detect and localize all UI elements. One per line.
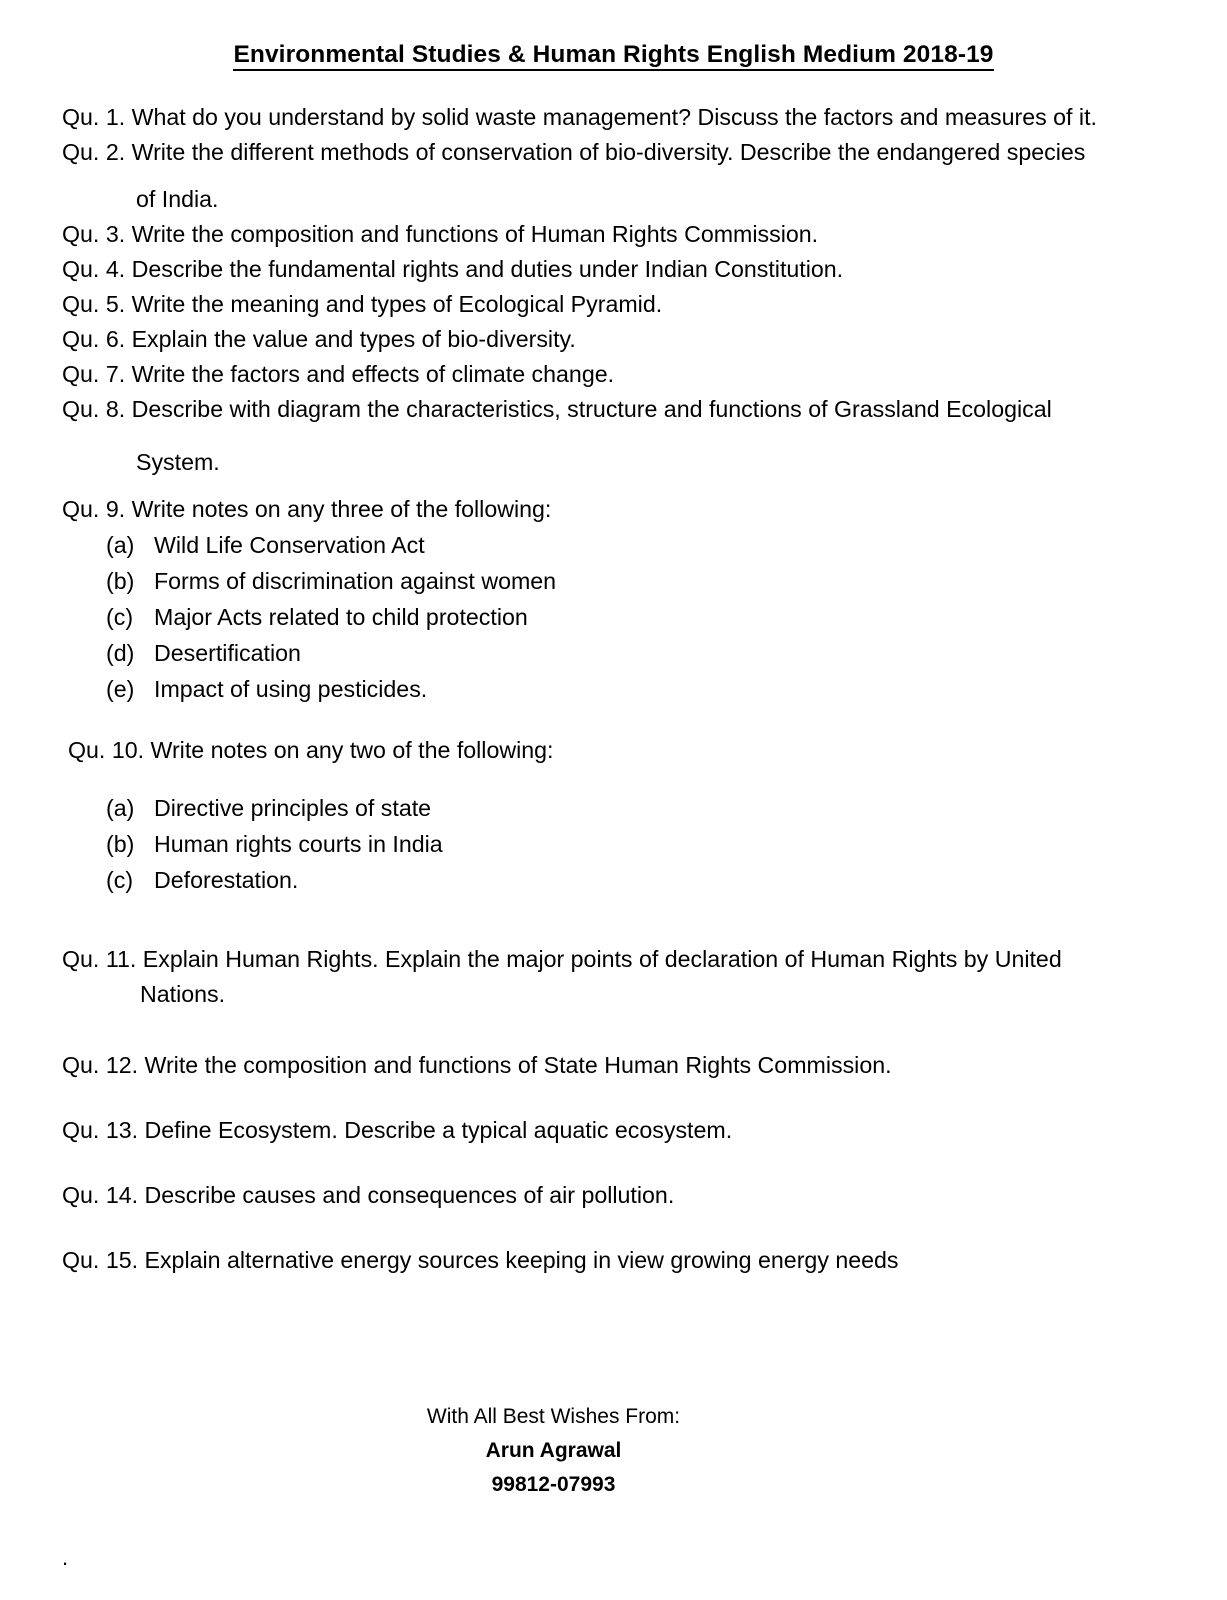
end-of-document-mark: .: [62, 1545, 69, 1570]
spacer: [62, 898, 1162, 942]
question-item-1: Qu. 1. What do you understand by solid waste management? Discuss the factors and measures of it.: [62, 104, 1097, 130]
question-item-2-continuation: of India.: [136, 186, 219, 212]
question-item-12: Qu. 12. Write the composition and functions of State Human Rights Commission.: [62, 1052, 892, 1078]
spacer: [62, 170, 1162, 182]
question-9-sub-item-a: [62, 527, 1162, 563]
question-item-9: Qu. 9. Write notes on any three of the following:: [62, 496, 552, 522]
spacer: [62, 1148, 1162, 1178]
sub-item-marker: (a): [106, 795, 135, 821]
question-item-11: Qu. 11. Explain Human Rights. Explain the major points of declaration of Human Rights by United: [62, 946, 1062, 972]
page-title: [0, 40, 1227, 69]
spacer: [62, 480, 1162, 492]
sub-item-marker: (b): [106, 568, 135, 594]
question-item-13: Qu. 13. Define Ecosystem. Describe a typical aquatic ecosystem.: [62, 1117, 733, 1143]
question-item-5: Qu. 5. Write the meaning and types of Ecological Pyramid.: [62, 291, 663, 317]
closing-block: [0, 1400, 1227, 1502]
question-9-sub-item-b: [62, 563, 1162, 599]
spacer: [62, 1083, 1162, 1113]
sub-item-marker: (d): [106, 640, 135, 666]
page-title-text: Environmental Studies & Human Rights English Medium 2018-19: [233, 41, 993, 71]
sub-item-marker: (e): [106, 676, 135, 702]
question-item-3: Qu. 3. Write the composition and functions of Human Rights Commission.: [62, 221, 819, 247]
question-item-2: Qu. 2. Write the different methods of conservation of bio-diversity. Describe the endangered species: [62, 139, 1086, 165]
questions-list: [62, 100, 1162, 1278]
sub-item-label: Impact of using pesticides.: [154, 676, 428, 702]
question-9-sub-item-c: [62, 599, 1162, 635]
spacer: [62, 1213, 1162, 1243]
sub-item-label: Human rights courts in India: [154, 831, 443, 857]
sub-item-label: Major Acts related to child protection: [154, 604, 528, 630]
sub-item-marker: (c): [106, 867, 134, 893]
question-item-7: Qu. 7. Write the factors and effects of climate change.: [62, 361, 615, 387]
spacer: [62, 707, 1162, 733]
question-9-sub-item-e: [62, 671, 1162, 707]
spacer: [62, 427, 1162, 445]
sub-item-label: Desertification: [154, 640, 301, 666]
question-item-6: Qu. 6. Explain the value and types of bio-diversity.: [62, 326, 576, 352]
sub-item-label: Wild Life Conservation Act: [154, 532, 425, 558]
question-item-14: Qu. 14. Describe causes and consequences of air pollution.: [62, 1182, 675, 1208]
question-item-15: Qu. 15. Explain alternative energy sources keeping in view growing energy needs: [62, 1247, 899, 1273]
question-10-sub-item-b: [62, 826, 1162, 862]
author-name: Arun Agrawal: [485, 1439, 622, 1462]
sub-item-marker: (b): [106, 831, 135, 857]
best-wishes-text: With All Best Wishes From:: [426, 1405, 681, 1428]
question-item-10: Qu. 10. Write notes on any two of the following:: [68, 737, 554, 763]
question-item-8: Qu. 8. Describe with diagram the characteristics, structure and functions of Grassland Ecological: [62, 396, 1052, 422]
question-9-sub-item-d: [62, 635, 1162, 671]
spacer: [62, 1012, 1162, 1048]
question-10-sub-item-a: [62, 790, 1162, 826]
sub-item-marker: (c): [106, 604, 134, 630]
sub-item-marker: (a): [106, 532, 135, 558]
spacer: [62, 768, 1162, 790]
question-item-4: Qu. 4. Describe the fundamental rights and duties under Indian Constitution.: [62, 256, 844, 282]
question-item-8-continuation: System.: [136, 449, 220, 475]
author-phone: 99812-07993: [491, 1473, 616, 1496]
question-10-sub-item-c: [62, 862, 1162, 898]
question-item-11-continuation: Nations.: [140, 981, 226, 1007]
sub-item-label: Directive principles of state: [154, 795, 432, 821]
sub-item-label: Deforestation.: [154, 867, 299, 893]
sub-item-label: Forms of discrimination against women: [154, 568, 557, 594]
